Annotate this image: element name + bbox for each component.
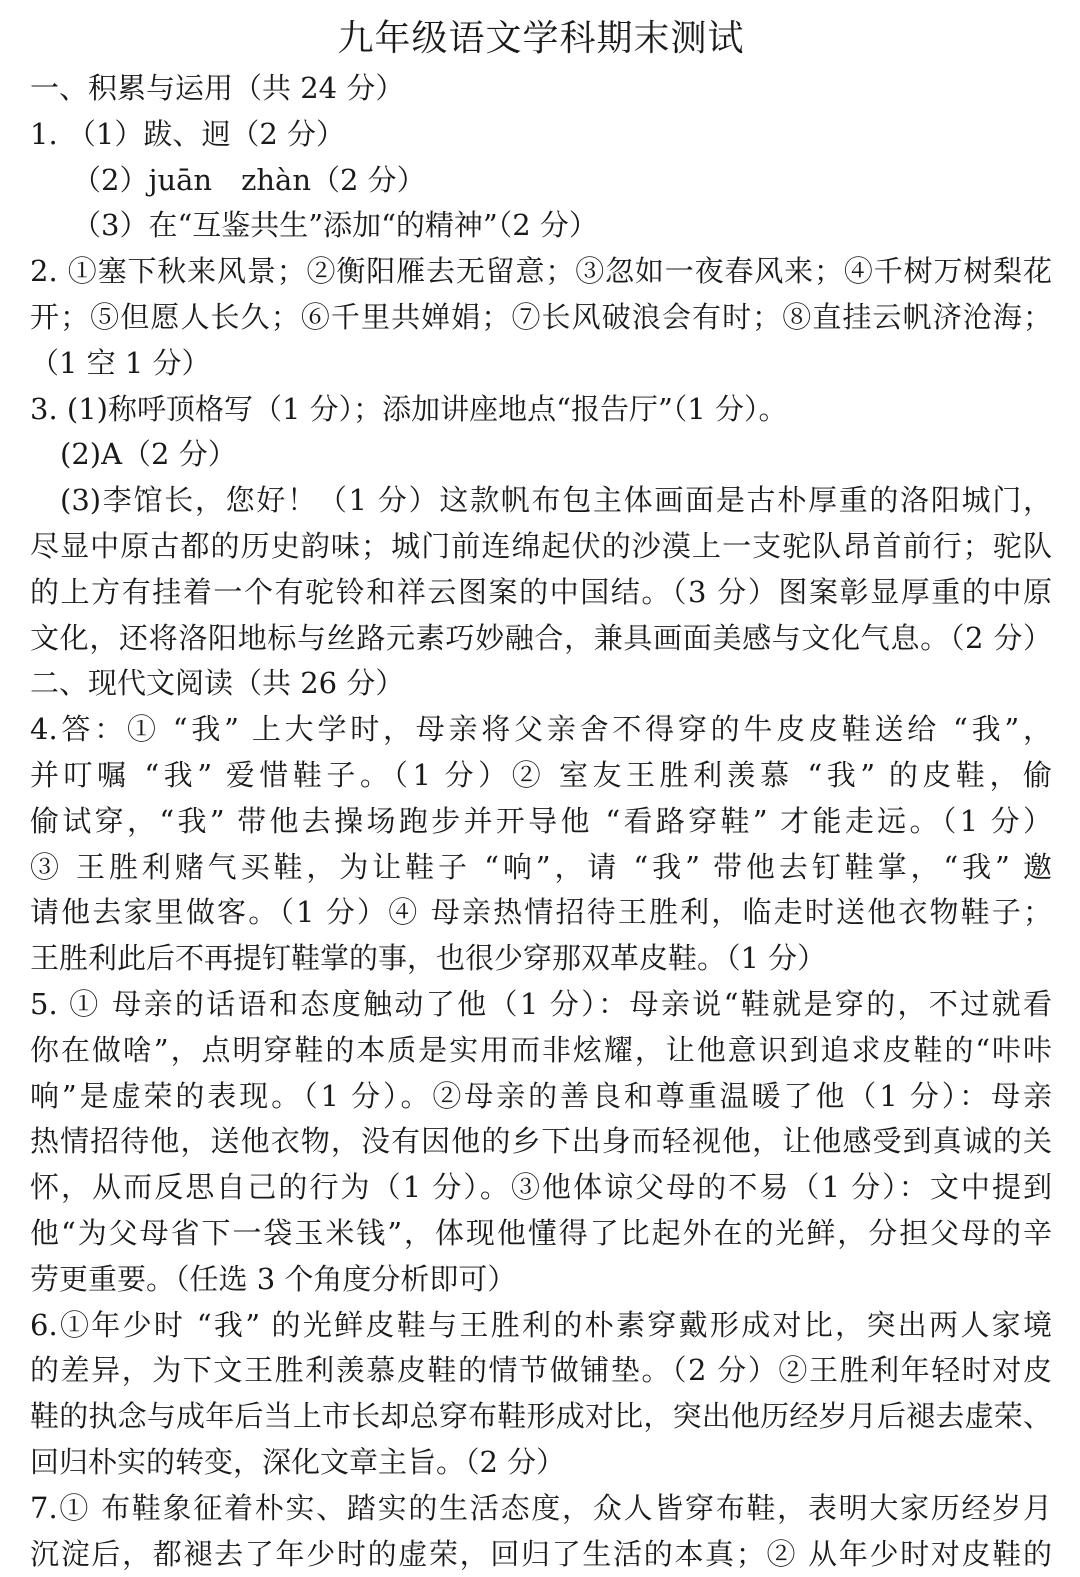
answer-line: 5. ① 母亲的话语和态度触动了他（1 分）：母亲说“鞋就是穿的，不过就看 [30, 982, 1052, 1028]
answer-line: 的差异，为下文王胜利羡慕皮鞋的情节做铺垫。（2 分）②王胜利年轻时对皮 [30, 1348, 1052, 1394]
answer-line: 尽显中原古都的历史韵味；城门前连绵起伏的沙漠上一支驼队昂首前行；驼队 [30, 524, 1052, 570]
answer-line: 响”是虚荣的表现。（1 分）。②母亲的善良和尊重温暖了他（1 分）：母亲 [30, 1074, 1052, 1120]
answer-line: 的上方有挂着一个有驼铃和祥云图案的中国结。（3 分）图案彰显厚重的中原 [30, 570, 1052, 616]
section-heading-2: 二、现代文阅读（共 26 分） [30, 661, 1052, 707]
answer-line: 鞋的执念与成年后当上市长却总穿布鞋形成对比，突出他历经岁月后褪去虚荣、 [30, 1394, 1052, 1440]
answer-line: 你在做啥”，点明穿鞋的本质是实用而非炫耀，让他意识到追求皮鞋的“咔咔 [30, 1028, 1052, 1074]
document-title: 九年级语文学科期末测试 [30, 14, 1052, 66]
answer-line: 并叮嘱 “我” 爱惜鞋子。（1 分）② 室友王胜利羡慕 “我” 的皮鞋，偷 [30, 753, 1052, 799]
answer-line: 6.①年少时 “我” 的光鲜皮鞋与王胜利的朴素穿戴形成对比，突出两人家境 [30, 1303, 1052, 1349]
answer-line: （2）juān zhàn（2 分） [30, 158, 1052, 204]
answer-line: 回归朴实的转变，深化文章主旨。（2 分） [30, 1440, 1052, 1486]
answer-line: 7.① 布鞋象征着朴实、踏实的生活态度，众人皆穿布鞋，表明大家历经岁月 [30, 1486, 1052, 1532]
answer-line: 沉淀后，都褪去了年少时的虚荣，回归了生活的本真；② 从年少时对皮鞋的 [30, 1532, 1052, 1577]
section-heading-1: 一、积累与运用（共 24 分） [30, 66, 1052, 112]
answer-line: 开；⑤但愿人长久；⑥千里共婵娟；⑦长风破浪会有时；⑧直挂云帆济沧海； [30, 295, 1052, 341]
answer-line: 他“为父母省下一袋玉米钱”，体现他懂得了比起外在的光鲜，分担父母的辛 [30, 1211, 1052, 1257]
answer-line: 怀，从而反思自己的行为（1 分）。③他体谅父母的不易（1 分）：文中提到 [30, 1165, 1052, 1211]
answer-line: (3)李馆长，您好！（1 分）这款帆布包主体画面是古朴厚重的洛阳城门， [30, 478, 1052, 524]
answer-line: 王胜利此后不再提钉鞋掌的事，也很少穿那双革皮鞋。（1 分） [30, 936, 1052, 982]
answer-line: 热情招待他，送他衣物，没有因他的乡下出身而轻视他，让他感受到真诚的关 [30, 1119, 1052, 1165]
answer-line: ③ 王胜利赌气买鞋，为让鞋子 “响”，请 “我” 带他去钉鞋掌，“我” 邀 [30, 845, 1052, 891]
answer-line: 劳更重要。（任选 3 个角度分析即可） [30, 1257, 1052, 1303]
answer-line: 2. ①塞下秋来风景；②衡阳雁去无留意；③忽如一夜春风来；④千树万树梨花 [30, 249, 1052, 295]
answer-line: （3）在“互鉴共生”添加“的精神”（2 分） [30, 203, 1052, 249]
answer-line: 偷试穿，“我” 带他去操场跑步并开导他 “看路穿鞋” 才能走远。（1 分） [30, 799, 1052, 845]
answer-line: 文化，还将洛阳地标与丝路元素巧妙融合，兼具画面美感与文化气息。（2 分） [30, 616, 1052, 662]
answer-line: （1 空 1 分） [30, 341, 1052, 387]
document-body [30, 66, 1052, 1577]
answer-line: 1. （1）跋、迥（2 分） [30, 112, 1052, 158]
answer-line: 请他去家里做客。（1 分）④ 母亲热情招待王胜利，临走时送他衣物鞋子； [30, 890, 1052, 936]
answer-line: 4.答：① “我” 上大学时，母亲将父亲舍不得穿的牛皮皮鞋送给 “我”， [30, 707, 1052, 753]
answer-line: (2)A（2 分） [30, 432, 1052, 478]
answer-line: 3. (1)称呼顶格写（1 分）；添加讲座地点“报告厅”（1 分）。 [30, 387, 1052, 433]
